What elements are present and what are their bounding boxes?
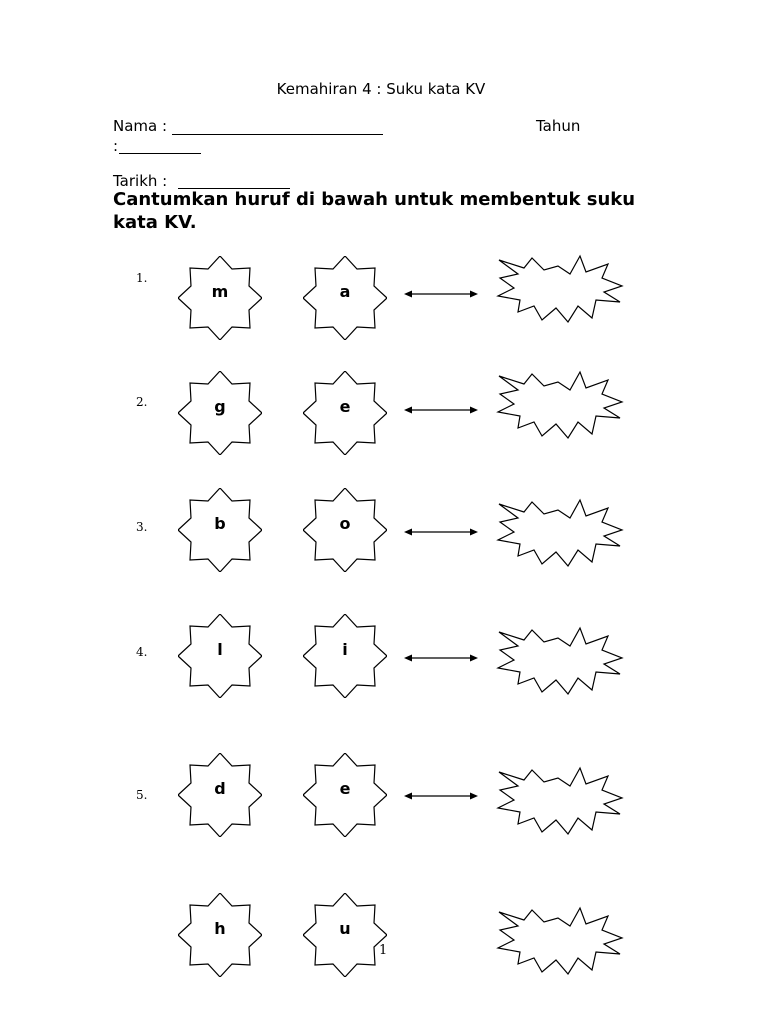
tahun-label: Tahun bbox=[536, 117, 581, 135]
vowel-letter: e bbox=[339, 397, 351, 416]
page-title: Kemahiran 4 : Suku kata KV bbox=[276, 80, 486, 98]
page-number: 1 bbox=[379, 943, 388, 958]
nama-field[interactable] bbox=[172, 120, 383, 135]
consonant-letter: h bbox=[214, 919, 226, 938]
vowel-letter: u bbox=[339, 919, 351, 938]
consonant-star bbox=[178, 614, 262, 698]
double-arrow-icon bbox=[404, 401, 478, 413]
answer-burst[interactable] bbox=[496, 370, 624, 442]
row-number: 3. bbox=[136, 520, 148, 534]
tarikh-label: Tarikh : bbox=[113, 172, 168, 190]
answer-burst[interactable] bbox=[496, 498, 624, 570]
tarikh-field[interactable] bbox=[178, 174, 290, 189]
instruction-text: Cantumkan huruf di bawah untuk membentuk suku kata KV. bbox=[113, 189, 636, 233]
consonant-star bbox=[178, 753, 262, 837]
answer-burst[interactable] bbox=[496, 254, 624, 326]
double-arrow-icon bbox=[404, 787, 478, 799]
double-arrow-icon bbox=[404, 285, 478, 297]
tahun-field[interactable] bbox=[119, 139, 201, 154]
double-arrow-icon bbox=[404, 523, 478, 535]
answer-burst[interactable] bbox=[496, 906, 624, 978]
nama-label: Nama : bbox=[113, 117, 168, 135]
row-number: 5. bbox=[136, 788, 148, 802]
consonant-star bbox=[178, 488, 262, 572]
row-number: 1. bbox=[136, 271, 148, 285]
consonant-letter: g bbox=[214, 397, 226, 416]
consonant-letter: d bbox=[214, 779, 226, 798]
consonant-letter: m bbox=[211, 282, 229, 301]
vowel-star bbox=[303, 371, 387, 455]
consonant-star bbox=[178, 256, 262, 340]
answer-burst[interactable] bbox=[496, 766, 624, 838]
consonant-star bbox=[178, 371, 262, 455]
consonant-star bbox=[178, 893, 262, 977]
vowel-star bbox=[303, 488, 387, 572]
double-arrow-icon bbox=[404, 649, 478, 661]
vowel-star bbox=[303, 256, 387, 340]
vowel-letter: i bbox=[342, 640, 348, 659]
vowel-star bbox=[303, 893, 387, 977]
vowel-letter: a bbox=[339, 282, 351, 301]
tahun-colon: : bbox=[113, 137, 119, 155]
vowel-letter: e bbox=[339, 779, 351, 798]
consonant-letter: l bbox=[217, 640, 223, 659]
consonant-letter: b bbox=[214, 514, 226, 533]
row-number: 2. bbox=[136, 395, 148, 409]
vowel-star bbox=[303, 753, 387, 837]
row-number: 4. bbox=[136, 645, 148, 659]
answer-burst[interactable] bbox=[496, 626, 624, 698]
vowel-letter: o bbox=[339, 514, 351, 533]
vowel-star bbox=[303, 614, 387, 698]
